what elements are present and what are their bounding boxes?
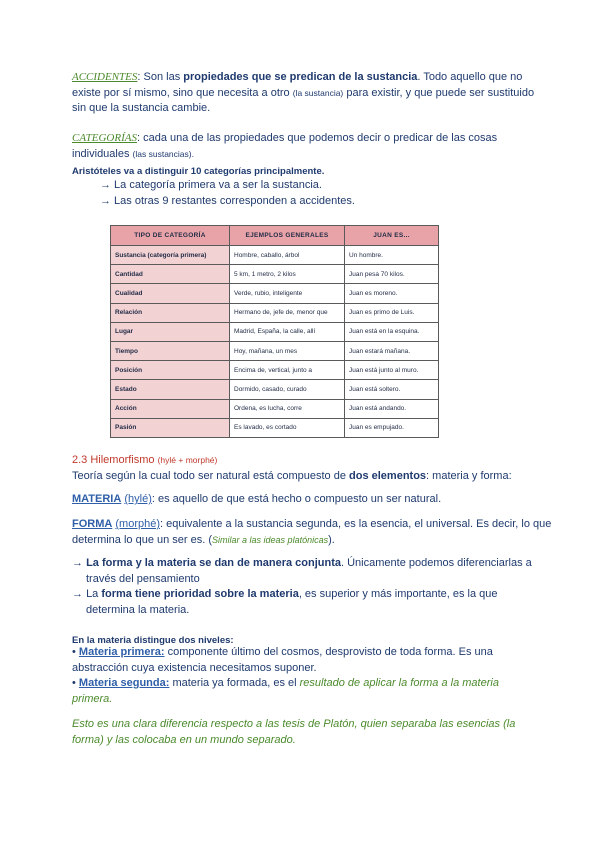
- aristoteles-line: Aristóteles va a distinguir 10 categorías principalmente.: [72, 166, 325, 177]
- section-title: [72, 454, 217, 466]
- section-title-text: 2.3 Hilemorfismo: [72, 454, 155, 466]
- table-row: [111, 246, 439, 265]
- accidentes-bold: propiedades que se predican de la sustancia: [183, 71, 418, 83]
- categorias-rest: : cada una de las propiedades que podemos decir o predicar de las cosas individuales: [72, 132, 498, 160]
- accidentes-rest2: para existir, y que puede ser sustituido sin que la sustancia cambie.: [72, 86, 535, 114]
- hilemorfismo-intro-rest: : materia y forma:: [426, 470, 512, 482]
- forma-definition: [72, 517, 552, 548]
- categorias-paragraph: [72, 131, 542, 162]
- table-cell: Estado: [111, 380, 230, 399]
- materia-primera-term: Materia primera:: [78, 646, 165, 658]
- materia-term: MATERIA: [72, 493, 122, 505]
- accidentes-rest1: . Todo aquello que no existe por sí mismo, sino que necesita a otro: [72, 71, 523, 99]
- hilemorfismo-intro-bold: dos elementos: [349, 470, 427, 482]
- table-cell: Juan está andando.: [345, 399, 439, 418]
- table-row: [111, 284, 439, 303]
- table-cell: Tiempo: [111, 341, 230, 360]
- arrow1-rest: . Únicamente podemos diferenciarlas a través del pensamiento: [86, 557, 532, 585]
- table-cell: Sustancia (categoría primera): [111, 246, 230, 265]
- table-cell: Madrid, España, la calle, allí: [230, 322, 345, 341]
- niveles-bullet-1: • Materia primera: componente último del cosmos, desprovisto de toda forma. Es una abstracción cuya existencia necesitamos suponer.: [72, 646, 493, 674]
- hilemorfismo-intro: [72, 469, 542, 485]
- table-cell: Un hombre.: [345, 246, 439, 265]
- table-header-ejemplos: EJEMPLOS GENERALES: [230, 226, 345, 246]
- table-header-row: [111, 226, 439, 246]
- materia-segunda-term: Materia segunda:: [78, 677, 170, 689]
- categorias-paren: (las sustancias).: [132, 148, 194, 159]
- table-row: [111, 399, 439, 418]
- table-cell: Juan pesa 70 kilos.: [345, 265, 439, 284]
- table-cell: Juan está junto al muro.: [345, 361, 439, 380]
- table-row: [111, 341, 439, 360]
- forma-greek: (morphé): [115, 518, 161, 530]
- categorias-term: CATEGORÍAS: [72, 132, 137, 144]
- table-cell: Hoy, mañana, un mes: [230, 341, 345, 360]
- accidentes-term: ACCIDENTES: [72, 71, 138, 83]
- table-cell: Acción: [111, 399, 230, 418]
- section-title-paren: (hylé + morphé): [157, 455, 218, 465]
- forma-ital: Similar a las ideas platónicas: [212, 534, 329, 545]
- materia-def: : es aquello de que está hecho o compuesto un ser natural.: [151, 493, 442, 505]
- table-cell: Juan es empujado.: [345, 418, 439, 437]
- table-row: [111, 418, 439, 437]
- table-row: [111, 303, 439, 322]
- accidentes-sep: : Son las: [137, 71, 184, 83]
- forma-def: : equivalente a la sustancia segunda, es la esencia, el universal. Es decir, lo que determina lo que un ser es.: [72, 518, 552, 546]
- table-row: [111, 322, 439, 341]
- table-row: [111, 361, 439, 380]
- table-cell: Juan estará mañana.: [345, 341, 439, 360]
- materia-primera-def: componente último del cosmos, desprovisto de toda forma. Es una abstracción cuya existencia necesitamos suponer.: [72, 646, 493, 674]
- arrow2-rest: , es superior y más importante, es la que determina la materia.: [86, 588, 498, 616]
- table-cell: Lugar: [111, 322, 230, 341]
- table-cell: Es lavado, es cortado: [230, 418, 345, 437]
- table-header-juan: JUAN ES...: [345, 226, 439, 246]
- table-cell: Ordena, es lucha, corre: [230, 399, 345, 418]
- table-cell: Encima de, vertical, junto a: [230, 361, 345, 380]
- materia-segunda-ital: resultado de aplicar la forma a la materia primera.: [72, 677, 499, 705]
- table-cell: Dormido, casado, curado: [230, 380, 345, 399]
- closing-note: Esto es una clara diferencia respecto a las tesis de Platón, quien separaba las esencias (la forma) y las colocaba en un mundo separado.: [72, 718, 516, 746]
- categorias-arrow-2: → Las otras 9 restantes corresponden a accidentes.: [100, 195, 355, 207]
- table-cell: Juan está en la esquina.: [345, 322, 439, 341]
- table-cell: Hombre, caballo, árbol: [230, 246, 345, 265]
- hilemorfismo-arrow-2: → La forma tiene prioridad sobre la materia, es superior y más importante, es la que determina la materia.: [72, 588, 498, 616]
- table-cell: Relación: [111, 303, 230, 322]
- table-cell: Posición: [111, 361, 230, 380]
- forma-term: FORMA: [72, 518, 113, 530]
- table-row: [111, 380, 439, 399]
- table-cell: Juan está soltero.: [345, 380, 439, 399]
- hilemorfismo-intro-text: Teoría según la cual todo ser natural está compuesto de: [72, 470, 350, 482]
- table-header-tipo: TIPO DE CATEGORÍA: [111, 226, 230, 246]
- materia-greek: (hylé): [124, 493, 152, 505]
- table-cell: 5 km, 1 metro, 2 kilos: [230, 265, 345, 284]
- table-cell: Pasión: [111, 418, 230, 437]
- table-cell: Cualidad: [111, 284, 230, 303]
- table-cell: Cantidad: [111, 265, 230, 284]
- table-cell: Hermano de, jefe de, menor que: [230, 303, 345, 322]
- accidentes-paragraph: [72, 70, 542, 117]
- hilemorfismo-arrow-1: → La forma y la materia se dan de manera conjunta. Únicamente podemos diferenciarlas a través del pensamiento: [72, 557, 532, 585]
- forma-paren-open: (: [208, 533, 213, 546]
- arrow2-pre: La: [86, 588, 102, 600]
- categorias-arrow-1: → La categoría primera va a ser la sustancia.: [100, 179, 322, 191]
- forma-paren-close: ).: [328, 533, 335, 546]
- materia-definition: [72, 492, 552, 508]
- table-cell: Juan es primo de Luis.: [345, 303, 439, 322]
- arrow2-bold: forma tiene prioridad sobre la materia: [101, 588, 299, 600]
- table-row: [111, 265, 439, 284]
- table-cell: Juan es moreno.: [345, 284, 439, 303]
- niveles-intro: En la materia distingue dos niveles:: [72, 635, 234, 646]
- categories-table: [110, 225, 439, 438]
- accidentes-paren: (la sustancia): [292, 87, 344, 98]
- niveles-bullet-2: • Materia segunda: materia ya formada, es el resultado de aplicar la forma a la materia primera.: [72, 677, 499, 705]
- materia-segunda-def: materia ya formada, es el: [169, 677, 300, 689]
- table-cell: Verde, rubio, inteligente: [230, 284, 345, 303]
- arrow1-bold: La forma y la materia se dan de manera conjunta: [86, 557, 341, 569]
